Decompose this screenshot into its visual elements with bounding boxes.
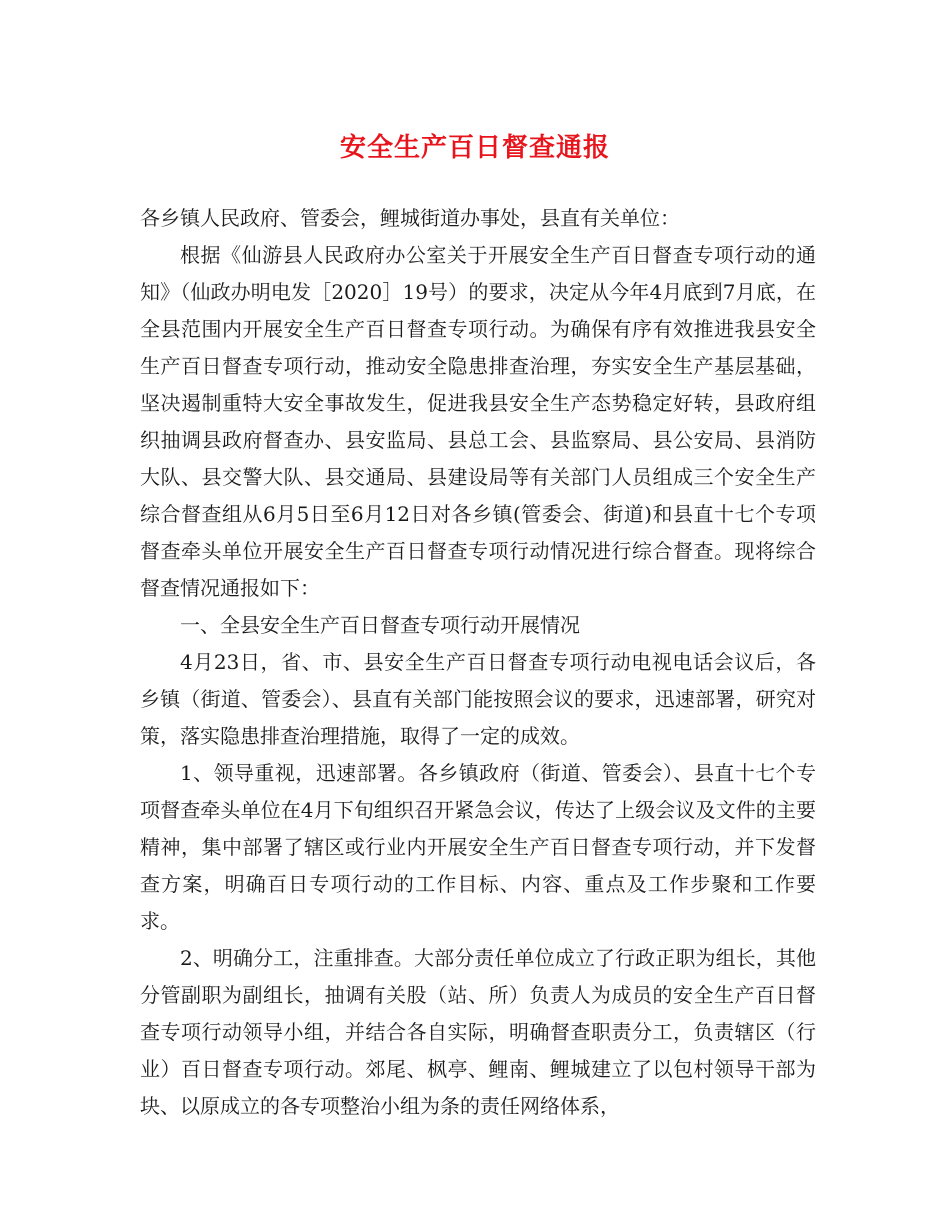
- paragraph-meeting: 4月23日，省、市、县安全生产百日督查专项行动电视电话会议后，各乡镇（街道、管委会）、县直有关部门能按照会议的要求，迅速部署，研究对策，落实隐患排查治理措施，取得了一定的成效。: [140, 650, 816, 748]
- paragraph-point-1: 1、领导重视，迅速部署。各乡镇政府（街道、管委会）、县直十七个专项督查牵头单位在4月下旬组织召开紧急会议，传达了上级会议及文件的主要精神，集中部署了辖区或行业内开展安全生产百日督查专项行动，并下发督查方案，明确百日专项行动的工作目标、内容、重点及工作步聚和工作要求。: [140, 761, 816, 933]
- document-title: 安全生产百日督查通报: [339, 133, 610, 163]
- salutation: 各乡镇人民政府、管委会，鲤城街道办事处，县直有关单位：: [140, 206, 680, 230]
- paragraph-intro: 根据《仙游县人民政府办公室关于开展安全生产百日督查专项行动的通知》（仙政办明电发［2020］19号）的要求，决定从今年4月底到7月底，在全县范围内开展安全生产百日督查专项行动。为确保有序有效推进我县安全生产百日督查专项行动，推动安全隐患排查治理，夯实安全生产基层基础，坚决遏制重特大安全事故发生，促进我县安全生产态势稳定好转，县政府组织抽调县政府督查办、县安监局、县总工会、县监察局、县公安局、县消防大队、县交警大队、县交通局、县建设局等有关部门人员组成三个安全生产综合督查组从6月5日至6月12日对各乡镇(管委会、街道)和县直十七个专项督查牵头单位开展安全生产百日督查专项行动情况进行综合督查。现将综合督查情况通报如下：: [140, 243, 816, 600]
- section-heading-1: 一、全县安全生产百日督查专项行动开展情况: [180, 613, 580, 637]
- document-body: [140, 200, 816, 1125]
- paragraph-point-2: 2、明确分工，注重排查。大部分责任单位成立了行政正职为组长，其他分管副职为副组长，抽调有关股（站、所）负责人为成员的安全生产百日督查专项行动领导小组，并结合各自实际，明确督查职责分工，负责辖区（行业）百日督查专项行动。郊尾、枫亭、鲤南、鲤城建立了以包村领导干部为块、以原成立的各专项整治小组为条的责任网络体系，: [140, 946, 816, 1118]
